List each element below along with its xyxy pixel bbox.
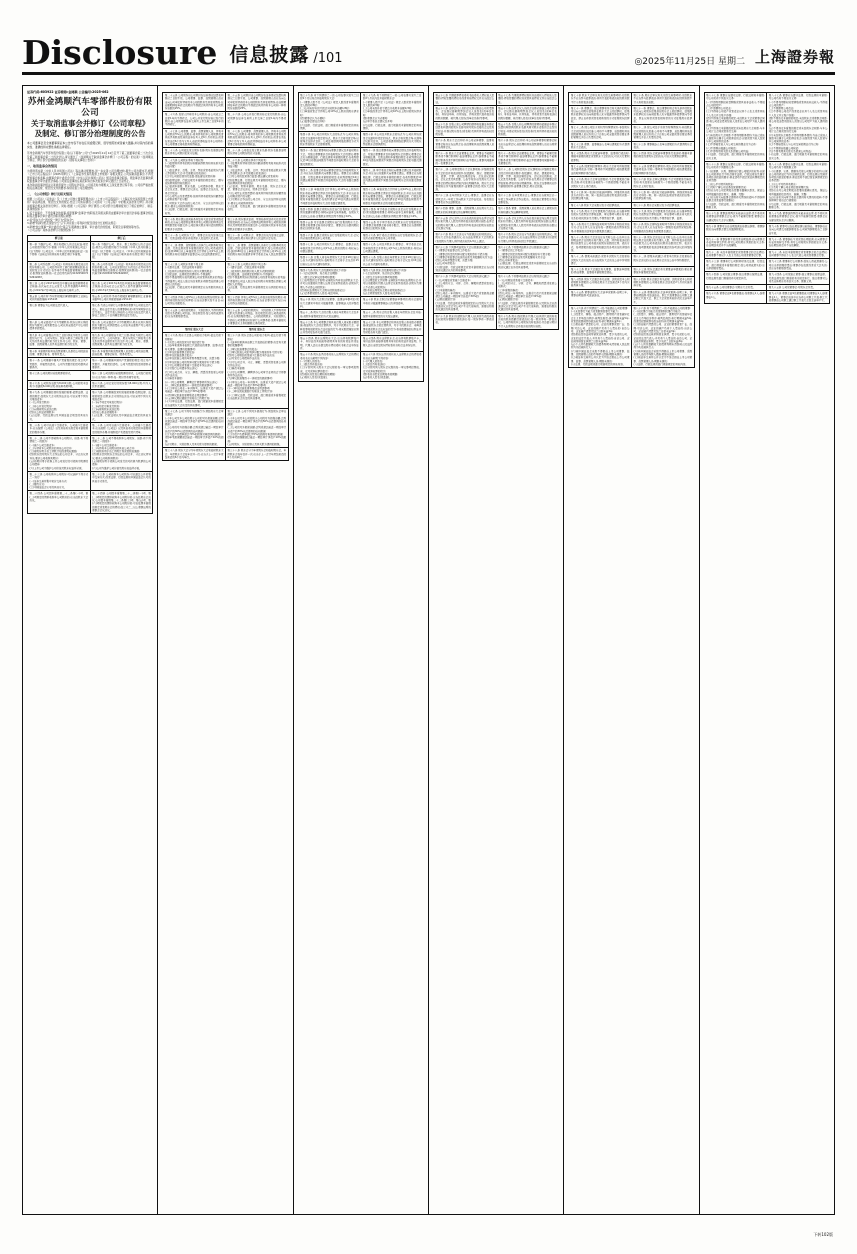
table-row (704, 236, 829, 249)
table-cell: 第三十一条 公司股东会、董事会决议内容违反法律、行政法规的,股东有权请求人民法院认定无效。 (227, 233, 287, 241)
table-cell: 第二十条 公司可以减少注册资本。公司减少注册资本,应当按照《公司法》以及其他有关规定和本章程规定的程序办理,并编制资产负债表及财产清单。 (92, 424, 151, 434)
table-cell: 第七条 董事长为公司的法定代表人。 (28, 303, 91, 319)
table-row (433, 232, 558, 245)
table-cell: 第三十六条 股东会是公司的权力机构,依法行使下列职权: (一)选举和更换非由职工代表担任的董事,决定有关董事的报酬事项; (二)审议批准董事会的报告; (三)审议批准公司的利润分配方案和弥补亏损方案; (四)对公司增加或者减少注册资本作出决议; (五)对发行公司债券作出决议; (六)对公司合并、分立、解散、清算或者变更公司形式作出决议; (七)修改本章程; (八)对公司聘用、解聘承办公司审计业务的会计师事务所作出决议; (九)审议批准第四十一条规定的担保事项; (十)审议公司在一年内购买、出售重大资产超过公司最近一期经审计总资产30%的事项; (十一)审议批准变更募集资金用途事项; (十二)审议股权激励计划和员工持股计划; (十三)审议法律、行政法规、部门规章或本章程规定应当由股东会决定的其他事项。 (225, 333, 288, 409)
table-cell: 第三十四条 持有公司5%以上有表决权股份的股东,将其持有的股份进行质押的,应当自该事实发生当日,向公司作出书面报告。 (164, 295, 224, 306)
table-cell: 第八十二条 提案未获通过,或者本次股东大会变更前次股东大会决议的,应当在股东大会决议公告中作特别提示。 (570, 255, 630, 265)
table-row (569, 105, 694, 124)
table-cell: 第七十二条 除公司处于危机等特殊情况外,非经股东大会以特别决议批准,公司将不与董事、总经理和其他高级管理人员以外的人订立将公司全部或者重要业务的管理交予该人负责的合同。 (570, 126, 630, 140)
table-cell: 第七十三条 董事候选人名单以提案的方式提请股东会表决。 (633, 142, 693, 149)
masthead-page-number: /101 (313, 51, 343, 66)
table-cell: 第六十九条 股东(包括股东代理人)以其所代表的有表决权的股份数额行使表决权,每一股份享有一票表决权。 (433, 313, 496, 329)
table-cell: 第五十九条 召集人和公司聘请的律师将依据证券登记结算机构提供的股东名册共同对股东资格的合法性进行验证,并登记股东姓名(或名称)及其所持有表决权的股份数。 (435, 123, 495, 136)
table-row (163, 157, 288, 216)
table-cell: 第五十六条 股东出具的委托他人出席股东会的授权委托书应当载明下列内容: (一)代理人的姓名; (二)是否具有表决权; (三)分别对列入股东会议程的每一审议事项投赞成、反对或弃权票的指示; (四)委托书签发日期和有效期限; (五)委托人签名(或盖章)。 (362, 353, 422, 380)
table-cell: 第八十八条 董事应当遵守法律、行政法规和本章程,对公司负有下列勤勉义务: (一)应谨慎、认真、勤勉地行使公司赋予的权利,以保证公司的商业行为符合国家法律、行政法规以及国家各项经济政策的要求,商业活动不超过营业执照规定的业务范围; (二)应公平对待所有股东; (三)及时了解公司业务经营管理状况; (四)应当对公司定期报告签署书面确认意见。保证公司所披露的信息真实、准确、完整; (五)应当如实向监事会提供有关情况和资料,不得妨碍监事会或者监事行使职权; (六)法律、行政法规、部门规章及本章程规定的其他勤勉义务。 (706, 162, 765, 209)
table-cell: 第三十七条 公司下列对外担保行为,须经股东大会审议通过: (一)本公司及本公司控股子公司的对外担保总额,达到或超过最近一期经审计净资产的50%以后提供的任何担保; (二)公司的对外担保总额,达到或超过最近一期经审计总资产的30%以后提供的任何担保; (三)为资产负债率超过70%的担保对象提供的担保; (四)单笔担保额超过最近一期经审计净资产10%的担保; (五)对股东、实际控制人及其关联方提供的担保。 (164, 409, 224, 446)
table-cell: 第七十九条 股东大会对提案进行表决前,应当推举两名股东代表参加计票和监票。审议事项与股东有关联关系的,相关股东及代理人不得参加计票、监票。 (570, 210, 630, 220)
table-cell: 第三十八条 股东会分为年度股东会和临时股东会。年度股东会每年召开一次,应当于上一会计年度结束后的6个月内举行。 (227, 449, 287, 459)
table-row (569, 125, 694, 141)
table-cell: 第五条 公司住所:苏州市相城区黄埭镇潘阳工业园公司住所邮政编码:215143 (29, 294, 89, 302)
amendment-comparison-table-continued-3 (433, 92, 559, 330)
table-column-header: 修订前 (28, 235, 91, 241)
table-cell: 第四十六条 审计委员会或股东自行召集的股东会,会议所必需的费用由本公司承担。 (362, 233, 422, 240)
table-cell: 第八十六条 有下列情形之一的,不能担任公司的董事: (一)无民事行为能力或者限制民事行为能力; (二)因贪污、贿赂、侵占财产、挪用财产或者破坏社会主义市场经济秩序,被判处刑罚,执行期满未逾5年,或者因犯罪被剥夺政治权利,执行期满未逾5年; (三)担任破产清算的公司、企业的董事或者厂长、经理,对该公司、企业的破产负有个人责任的,自该公司、企业破产清算完结之日起未逾3年; (四)担任因违法被吊销营业执照、责令关闭的公司、企业的法定代表人,并负有个人责任的,自该公司、企业被吊销营业执照之日起未逾3年; (五)个人所负数额较大的债务到期未清偿被人民法院列为失信被执行人; (六)被中国证监会采取不得担任上市公司董事、监事、高级管理人员的市场禁入措施,期限未满的; (七)被证券交易所公开认定为不适合担任上市公司董事、监事、高级管理人员,期限未满的; (八)法律、行政法规或部门规章规定的其他内容。 (570, 306, 630, 366)
table-cell: 第八十六条 有下列情形之一的,不能担任公司的董事: (一)无民事行为能力或者限制民事行为能力; (二)因贪污、贿赂、侵占财产、挪用财产或者破坏社会主义市场经济秩序,被判处刑罚,执行期满未逾5年,或者因犯罪被剥夺政治权利,执行期满未逾5年; (三)担任破产清算的公司、企业的董事或者厂长、经理,对该公司、企业的破产负有个人责任的,自该公司、企业破产清算完结之日起未逾3年; (四)担任因违法被吊销营业执照、责令关闭的公司、企业的法定代表人,并负有个人责任的,自该公司、企业被吊销营业执照、责令关闭之日起未逾3年; (五)个人所负数额较大的债务到期未清偿被人民法院列为失信被执行人; (六)被中国证监会采取不得担任上市公司董事、高级管理人员的市场禁入措施,期限未满的; (七)被证券交易所公开认定为不适合担任上市公司董事、高级管理人员,期限未满的; (八)法律、行政法规或部门规章规定的其他内容。 (633, 306, 693, 366)
table-row (28, 423, 153, 436)
table-cell: 第六十二条 公司制定股东会议事规则,详细规定股东会的召开和表决程序,包括通知、登记、提案的审议、投票、计票、表决结果的宣布、会议决议的形成、会议记录及其签署、公告等内容,以及股东会对董事会的授权原则,授权内容应明确具体。股东会议事规则应作为章程的附件,由董事会拟定,股东会批准。 (496, 167, 559, 193)
table-cell: 第二十四条 公司因本章程第二十二条第(一)项、第(二)项规定的情形收购本公司股份的,应当经股东会决议;公司因本章程第二十二条第(三)项、第(五)项、第(六)项规定的情形收购本公司股份的,可以依照本章程的规定或者股东会的授权,经三分之二以上董事出席的董事会会议决议。 (92, 492, 151, 512)
table-cell: 第九条 本公司章程自生效之日起,即成为规范公司的组织与行为、公司与股东、股东与股东之间权利义务关系的具有法律约束力的文件,对公司、股东、董事、高级管理人员具有法律约束力的文件。 (92, 333, 151, 347)
table-row (298, 167, 423, 186)
table-cell: 第八十五条 董事由股东大会选举或更换,任期三年。董事任期届满,可连选连任。 (569, 289, 632, 305)
content-frame (22, 85, 835, 1215)
table-cell: 第八十一条 股东会决议应当及时公告,公告中应当列明出席会议的股东和代理人人数、所持有表决权的股份总数及占公司有表决权股份总数的比例、表决方式、每项提案的表决结果和通过的各项决议的详细内容。 (633, 235, 693, 252)
table-row (569, 176, 694, 189)
table-row (163, 294, 288, 307)
table-row (298, 268, 423, 297)
table-cell: 第十九条 公司根据经营和发展的需要,依照法律、法规的规定,经股东会分别作出决议,可以采用下列方式增加资本: (一)向不特定对象发行股份; (二)向特定对象发行股份; (三)向现有股东派送红股; (四)以公积金转增股本; (五)法律、行政法规以及中国证监会规定的其他方式。 (92, 391, 151, 421)
amendment-comparison-table-continued-5 (704, 92, 830, 304)
table-cell: 第六十七条 下列事项由股东大会以普通决议通过: (一)董事会和监事会的工作报告; (二)董事会拟定的利润分配方案和弥补亏损方案; (三)董事会和监事会成员的任免及其报酬和支付方法; (四)公司年度预算方案、决算方案; (五)公司年度报告; (六)除法律、行政法规规定或者本章程规定应当以特别决议通过以外的其他事项。 (435, 245, 495, 273)
column-2 (158, 86, 293, 1214)
article-paragraph: 本次取消监事会相关议案尚需提交公司股东会审议,公司将及时办理相关工商变更登记等手续。公司将严格按照相关法律法规、规范性文件的要求,持续完善公司治理结构。 (27, 183, 154, 191)
table-row (298, 310, 423, 320)
table-cell: 第六十五条 会议主持人应当在表决前宣布出席会议的股东和代理人人数及所持有表决权的股份总数,出席会议的股东和代理人人数及所持有表决权的股份总数以会议登记为准。 (435, 216, 495, 230)
table-cell: 第八十四条 股东大会通过有关派现、送股或资本公积转增股本提案的,公司将在股东大会结束后2个月内实施具体方案。 (570, 277, 630, 288)
table-row (163, 216, 288, 232)
table-cell: 第八十七条 董事应当遵守法律、行政法规和本章程,对公司负有下列忠实义务: (一)不得利用职权收受贿赂或者其他非法收入,不得侵占公司的财产; (二)不得挪用公司资金; (三)不得将公司资产或者资金以其个人名义或者其他个人名义开立账户存储; (四)不得违反本章程的规定,未经股东会或董事会同意,将公司资金借贷给他人或者以公司财产为他人提供担保; (五)不得违反本章程的规定或未经股东会同意,与本公司订立合同或者进行交易; (六)未经股东会同意,不得利用职务便利,为自己或他人谋取本应属于公司的商业机会,自营或者为他人经营与本公司同类的业务; (七)不得接受他人与公司交易的佣金归为己有; (八)不得擅自披露公司秘密; (九)不得利用其关联关系损害公司利益; (十)法律、行政法规、部门规章及本章程规定的其他忠实义务。 (768, 94, 828, 160)
table-row (28, 371, 153, 381)
table-row (569, 221, 694, 234)
table-row (298, 242, 423, 255)
table-row (433, 167, 558, 193)
table-cell: 第二十二条 公司不得收购本公司股份。但是,有下列情形之一的除外: (一)减少公司注册资本; (二)与持有本公司股份的其他公司合并; (三)将股份用于员工持股计划或者股权激励; (四)股东因对股东会作出的公司合并、分立决议持异议,要求公司收购其股份; (五)将股份用于转换公司发行的可转换为股票的公司债券; (六)公司为维护公司价值及股东权益所必需。 (92, 436, 151, 470)
table-cell: 第三十四条 持有公司5%以上有表决权股份的股东,将其持有的股份进行质押的,应当自该事实发生当日,向公司作出书面报告。 (227, 295, 287, 306)
table-row (163, 408, 288, 447)
table-row (569, 189, 694, 202)
table-row (569, 234, 694, 253)
table-cell: 第九十条 董事可以在任期届满以前提出辞职。董事辞职应当向董事会提交书面辞职报告。 (704, 223, 767, 236)
table-row (298, 187, 423, 206)
table-cell: 第二十五条 公司股份自公司股份在证券登记结算机构登记之日起生效。公司董事、监事、高级管理人员应当向公司申报所持有的本公司的股份及其变动情况,在任职期间每年转让的股份不得超过其所持有本公司股份总数的25%。 (164, 94, 224, 111)
table-cell: 第二条 公司系依照《公司法》和其他有关规定成立的股份有限公司。公司以发起设立方式设立;在苏州市市场监督管理局注册登记,取得营业执照,统一社会信用代码为91320500725264266Y。 (90, 261, 153, 280)
page-jump-note: 下转102版 (813, 1232, 833, 1237)
table-cell: 第五十七条 代理投票授权委托书由委托人授权他人签署的,授权签署的授权书或者其他授权文件应当经过公证。 (498, 94, 557, 104)
table-cell: 第六十条 股东会召开时,本公司全体董事和董事会秘书应当出席会议,总经理和其他高级管理人员应当列席会议。 (498, 139, 557, 149)
table-cell: 第三十三条 公司股东承担下列义务: (一)遵守法律、行政法规和本章程; (二)依其所认购的股份和入股方式缴纳股款; (三)除法律、法规规定的情形外,不得退股; (四)不得滥用股东权利损害公司或者其他股东的利益;不得滥用公司法人独立地位和股东有限责任损害公司债权人的利益; (五)法律、行政法规及本章程规定应当承担的其他义务。 (227, 263, 287, 293)
table-row (433, 206, 558, 216)
table-cell: 第五十四条 股东出席股东会,应当持有股票账户卡、身份证或其他能够表明其身份的有效证件或证明。代理人还应当提交股东授权委托书和合法身份证件。 (361, 336, 424, 352)
table-cell: 第九十五条 公司设董事会,对股东大会负责。 (704, 285, 767, 291)
table-cell: 第一条 为维护公司、股东、职工和债权人的合法权益,规范公司的组织和行为,根据《中华人民共和国公司法》(以下简称《公司法》)、《中华人民共和国证券法》(以下简称《证券法》)和其他有关规定,制订本章程。 (92, 243, 151, 260)
table-cell: 第三十条 股东要求查阅、复制前条所述有关信息或者索取资料的,应当向公司提供证明其持有公司股份的种类以及持股数量的书面文件,公司经核实股东身份后按照股东的要求予以提供。 (227, 217, 287, 231)
table-cell: 第三十三条 公司股东承担下列义务: (一)遵守法律、行政法规和本章程; (二)依其所认购的股份和入股方式缴纳股金; (三)除法律、法规规定的情形外,不得退股; (四)不得滥用股东权利损害公司或者其他股东的利益;不得滥用公司法人独立地位和股东有限责任损害公司债权人的利益; (五)法律、行政法规及本章程规定应当承担的其他义务。 (164, 263, 224, 293)
table-cell: 第四十六条 监事会或股东自行召集的股东大会,会议所必需的费用由本公司承担。 (300, 233, 359, 240)
table-cell: 第六十四条 董事、高级管理人员在股东会上就股东的质询和建议作出解释和说明。 (498, 207, 557, 214)
table-cell: 第三十一条 公司股东大会、董事会决议内容违反法律、行政法规的,股东有权请求人民法院认定无效。 (164, 233, 224, 241)
table-cell: 第八十四条 股东会通过有关派现、送股或资本公积转增股本提案的,公司将在股东会结束后2个月内实施具体方案。 (633, 277, 693, 288)
table-cell: 第五十九条 召集人和公司聘请的律师将依据证券登记结算机构提供的股东名册共同对股东资格的合法性进行验证,并登记股东姓名(或名称)及其所持有表决权的股份数。 (498, 123, 557, 136)
table-row (704, 272, 829, 285)
table-row (704, 93, 829, 162)
table-cell: 第八条 公司全部资产分为等额股份,股东以其认购的股份为限对公司承担责任,公司以其全部财产对公司的债务承担责任。 (92, 320, 151, 331)
table-cell: 第十三条 公司的股份采取股票的形式。 (28, 371, 91, 381)
table-row (569, 289, 694, 305)
table-cell: 第七十一条 董事会、独立董事和符合有关条件的股东可以向公司股东征集其在股东大会上的投票权。征集股东投票权应当向被征集人充分披露具体投票意向等信息。禁止以有偿或者变相有偿的方式征集股东投票权。 (570, 106, 630, 124)
table-row (704, 211, 829, 224)
table-cell: 第八十条 股东大会现场结束时间不得早于网络或其他方式,会议主持人应当宣布每一提案的表决情况和结果,并根据表决结果宣布提案是否通过。 (570, 222, 630, 233)
table-row (28, 303, 153, 319)
table-cell: 第六十一条 股东会由董事长主持。董事长不能履行职务或不履行职务时,由副董事长主持;副董事长不能履行职务或者不履行职务时,由过半数董事共同推举的一名董事主持。 (498, 152, 557, 166)
table-row (569, 254, 694, 267)
table-cell: 第十九条 公司根据经营和发展的需要,依照法律、法规的规定,经股东大会分别作出决议,可以采用下列方式增加资本: (一)公开发行股份; (二)非公开发行股份; (三)向现有股东派送红股; (四)以公积金转增股本; (五)法律、行政法规以及中国证监会规定的其他方式。 (29, 391, 89, 421)
table-row (28, 293, 153, 303)
masthead-logo-cn: 信息披露 (229, 44, 310, 66)
article-paragraph: 1.鉴于监事会、不设监事会的监事,将原董事"监事会"的职权及其相关职责由董事会审计委员会承接,董事会相关职权及董事会审计委员会职责相应调整; (27, 211, 154, 219)
table-cell: 第二十四条 公司因本章程第二十二条第(一)项、第(二)项规定的情形收购本公司股份的,应当经股东大会决议。 (28, 491, 91, 514)
table-cell: 第七十六条 股东大会审议提案时,不会对提案进行修改,否则,有关变更应当被视为一个新的提案,不能在本次股东大会上进行表决。 (570, 177, 630, 188)
table-row (28, 471, 153, 490)
table-cell: 第四章 股东大会 (163, 327, 226, 333)
table-cell: 第七十八条 股东大会采取记名方式投票表决。 (569, 202, 632, 208)
table-row (569, 141, 694, 151)
table-row (433, 151, 558, 167)
table-cell: 第九十三条 董事执行公司职务,给他人造成损害的,公司应当承担赔偿责任;董事存在故意或者重大过失的,也应当承担赔偿责任。 (768, 260, 828, 270)
table-row (433, 105, 558, 121)
security-code-line: 证券代码:603922 证券简称:金鸿顺 公告编号:2025-062 (27, 90, 109, 94)
table-cell: 第三十五条 公司的控股股东、实际控制人不得利用其关联关系损害公司利益。违反规定的,给公司造成损失的,应当承担赔偿责任。公司的控股股东、实际控制人不担任公司董事但实际执行公司事务的,适用本章程关于董事忠实义务和勤勉义务的规定。 (227, 308, 287, 325)
column-5 (564, 86, 699, 1214)
table-cell: 第六十九条 股东(包括股东代理人)以其所代表的有表决权的股份数额行使表决权,每一股份享有一票表决权。公司持有的本公司股份没有表决权,且该部分股份不计入出席股东会有表决权的股份总数。 (498, 314, 557, 328)
table-cell: 第六十七条 下列事项由股东会以普通决议通过: (一)董事会的工作报告; (二)董事会拟定的利润分配方案和弥补亏损方案; (三)董事会成员的任免及其报酬和支付方法; (四)公司年度报告; (五)除法律、行政法规规定或者本章程规定应当以特别决议通过以外的其他事项。 (496, 244, 559, 273)
table-cell: 第二十八条 公司依法设立股东名册,股东名册是证明股东持有公司股份的充分证据。 (227, 149, 287, 156)
table-cell: 第六十五条 会议主持人应当在表决前宣布出席会议的股东和代理人人数及所持有表决权的股份总数,出席会议的股东和代理人人数及所持有表决权的股份总数以会议登记为准。 (498, 216, 557, 230)
table-cell: 第二十条 公司可以减少注册资本。公司减少注册资本,应当按照《公司法》以及其他有关规定和本章程规定的程序办理。 (29, 424, 89, 434)
table-row (704, 249, 829, 259)
table-cell: 第二十三条 公司收购本公司股份,可以选择下列方式之一进行: (一)证券交易所集中竞价交易方式; (二)要约方式; (三)中国证监会认可的其他方式。 (29, 472, 89, 490)
table-cell: 第六十六条 股东大会决议分为普通决议和特别决议。股东大会作出普通决议,应当由出席股东大会的股东(包括股东代理人)所持表决权的1/2以上通过。 (435, 233, 495, 243)
table-cell: 第四十九条 股东大会的通知包括以下内容: (一)会议的时间、地点和会议期限; (二)提交会议审议的事项和提案; (三)以明显的文字说明:全体股东均有权出席股东大会,并可以书面委托代理人出席会议和参加表决,该股东代理人不必是公司的股东; (四)有权出席股东大会股东的股权登记日; (五)会务常设联系人姓名,电话号码。 (300, 269, 359, 296)
table-cell: 第三十五条 公司的控股股东、实际控制人不得利用其关联关系损害公司利益。违反规定的,给公司造成损失的,应当承担赔偿责任。 (163, 307, 226, 326)
table-cell: 第九十二条 未经本章程规定或者董事会的合法授权,任何董事不得以个人名义代表公司或者董事会行事。 (768, 250, 828, 258)
table-cell: 第十一条 公司根据中国共产党章程的规定,设立共产党组织、开展党的活动。公司为党组织的活动提供必要条件。 (92, 359, 151, 369)
table-cell: 第七十七条 同一表决权只能选择现场、网络或其他表决方式中的一种。同一表决权出现重复表决的以第一次投票结果为准。 (570, 190, 630, 201)
amendment-comparison-table-continued (162, 92, 288, 461)
table-cell: 第七十六条 股东会审议提案时,不会对提案进行修改,否则,有关变更应当被视为一个新的提案,不能在本次股东会上进行表决。 (633, 177, 693, 188)
table-cell: 第三条 公司于2017年6月经中国证券监督管理委员会核准,首次向社会公众发行人民币普通股2,000万股,于2017年7月10日在上海证券交易所上市。 (29, 281, 89, 292)
table-cell: 第九条 本公司章程自生效之日起,即成为规范公司的组织与行为、公司与股东、股东与股东之间权利义务关系的具有法律约束力的文件,对公司、股东、董事、监事、高级管理人员具有法律约束力的文件。 (29, 333, 89, 347)
table-row (569, 151, 694, 164)
article-paragraph: 为贯彻落实新《中华人民共和国公司法》等法律法规要求,进一步完善公司治理结构,提升公司治理水平,根据《上市公司章程指引》(2025年修订)、《上海证券交易所股票上市规则》等相关规定,公司拟取消监事会,不再设置监事会和监事,由董事会审计委员会行使《中华人民共和国公司法》规定的监事会职权。原监事会及监事的职权由董事会审计委员会承接,公司现任监事的任期及职务自本次股东会审议通过之日起终止。 (27, 169, 154, 184)
table-row (28, 491, 153, 514)
table-row (433, 244, 558, 273)
table-cell: 第四十四条 监事会或股东决定自行召集股东大会的,须书面通知董事会,同时向证券交易所备案。在股东大会决议公告前,召集股东持股比例不得低于10%。 (300, 207, 359, 218)
table-cell: 第四十七条 公司召开股东大会,董事会、监事会以及单独或者合并持有公司1%以上股份的股东,有权向公司提出提案。 (300, 243, 359, 253)
table-cell: 第九十条 董事可以在任期届满以前辞任。董事辞任应当向公司提交书面辞职报告,公司收到辞职报告之日辞任生效。 (768, 224, 828, 235)
table-cell: 第八十九条 董事连续两次未能亲自出席,也不委托其他董事出席董事会会议,视为不能履行职责,董事会应当建议股东会予以撤换。 (768, 212, 828, 222)
table-row (433, 313, 558, 329)
amendment-comparison-table (27, 235, 153, 514)
table-cell: 第八十七条 董事应当遵守法律、行政法规和本章程,对公司负有下列忠实义务: (一)不得利用职权收受贿赂或者其他非法收入,不得侵占公司的财产; (二)不得挪用公司资金; (三)不得将公司资产或者资金以其个人名义或者其他个人名义开立账户存储; (四)不得违反本章程的规定,未经股东大会或董事会同意,将公司资金借贷给他人或者以公司财产为他人提供担保; (五)不得违反本章程的规定或未经股东大会同意,与本公司订立合同或者进行交易; (六)未经股东大会同意,不得利用职务便利,为自己或他人谋取本应属于公司的商业机会,自营或者为他人经营与本公司同类的业务; (七)不得接受他人与公司交易的佣金归为己有; (八)不得擅自披露公司秘密; (九)不得利用其关联关系损害公司利益; (十)法律、行政法规、部门规章及本章程规定的其他忠实义务。 (706, 94, 765, 160)
masthead-date: ◎2025年11月25日 星期二 (634, 57, 745, 67)
table-cell: 第五十二条 股东大会的召集人将在年度股东大会召开前,按照本章程规定的方式发出通知。 (300, 311, 359, 318)
table-row (28, 242, 153, 261)
table-cell: 第五十八条 出席会议人员的会议登记册由公司负责制作。会议登记册载明参加会议人员姓名(或单位名称)、身份证号码、住所地址、持有或者代表有表决权的股份数额、被代理人姓名(或单位名称)等事项。 (498, 106, 557, 120)
table-cell: 第七十七条 同一表决权只能选择现场、网络或其他表决方式中的一种。同一表决权出现重复表决的以第一次投票结果为准。 (633, 190, 693, 201)
table-row (163, 333, 288, 409)
table-cell: 第六十三条 在年度股东大会上,董事会、监事会应当就其过去一年的工作向股东大会作出报告。每名独立董事也应作出述职报告。 (435, 194, 495, 205)
table-cell: 第七十八条 股东会采取记名方式投票表决。 (631, 202, 694, 208)
table-cell: 第四十三条 单独或者合计持有公司10%以上股份的股东有权向董事会请求召开临时股东大会,并应当以书面形式向董事会提出。董事会应当根据法律、行政法规和本章程的规定,在收到请求后10日内提出同意或不同意召开临时股东大会的书面反馈意见。 (300, 188, 359, 205)
table-cell: 第四十四条 审计委员会或股东决定自行召集股东会的,须书面通知董事会,同时向证券交易所备案。在股东会决议公告前,召集股东持股比例不得低于10%。 (362, 207, 422, 218)
table-cell: 第七十五条 除累积投票制外,股东会将对所有提案进行逐项表决,对同一事项有不同提案的,将按提案提出的时间顺序进行表决。 (633, 165, 693, 175)
table-row (298, 336, 423, 352)
table-cell: 第七十条 股东大会审议有关关联交易事项时,关联股东不应当参与投票表决,其所代表的有表决权的股份数不计入有效表决总数。 (570, 94, 630, 104)
table-cell: 第五十八条 出席会议人员的会议登记册由公司负责制作。会议登记册载明参加会议人员姓名(或单位名称)、身份证号码、住所地址、持有或者代表有表决权的股份数额、被代理人姓名(或单位名称)等事项。 (435, 106, 495, 120)
table-cell: 第十一条 公司根据中国共产党章程的规定,设立共产党组织、开展党的活动。公司为党组织的活动提供必要条件。 (29, 359, 89, 369)
table-cell: 第三十二条 董事、高级管理人员执行公司职务时违反法律、行政法规或者本章程的规定,给公司造成损失的,连续180日以上单独或者合计持有公司1%以上股份的股东有权书面请求审计委员会向人民法院提起诉讼。 (227, 243, 287, 260)
table-row (298, 255, 423, 268)
table-row (163, 242, 288, 261)
table-cell: 第九十三条 董事执行公司职务时违反法律、行政法规、部门规章或本章程的规定,给公司造成损失的,应当承担赔偿责任。 (706, 260, 765, 270)
table-cell: 第二十六条 发起人持有的本公司股份,自公司成立之日起1年内不得转让。公司公开发行股份前已发行的股份,自公司股票在证券交易所上市交易之日起1年内不得转让。 (164, 113, 224, 127)
table-row (163, 232, 288, 242)
table-cell: 第七十四条 股东会就选举董事进行表决时,根据本章程的规定或者股东会的决议,可以实行累积投票制。 (631, 151, 694, 164)
article-title-line-2: 关于取消监事会并修订《公司章程》 (31, 119, 150, 128)
article-paragraph: 2.将"股东大会"表述统一修订为"股东会"; (27, 218, 75, 222)
masthead-paper-name: 上海證券報 (754, 48, 835, 66)
table-row (298, 232, 423, 242)
column-1 (23, 86, 158, 1214)
table-row (163, 128, 288, 147)
table-cell: 第四十一条 独立董事有权向董事会提议召开临时股东会。对独立董事要求召开临时股东会的提议,董事会应当根据法律、行政法规和本章程的规定,在收到提议后10日内提出同意或不同意召开临时股东会的书面反馈意见。 (362, 149, 422, 166)
table-cell: 第五十条 股东大会拟讨论董事、监事选举事项的,股东大会通知中将充分披露董事、监事候选人的详细资料。 (300, 298, 359, 309)
table-cell: 第五十三条 本公司董事会和其他召集人将采取必要措施,保证股东会的正常秩序。对于干扰股东会、寻衅滋事和侵犯股东合法权益的行为,将采取措施加以制止并及时报告有关部门查处。 (362, 320, 422, 334)
table-cell: 第六十三条 在年度股东会上,董事会应当就其过去一年的工作向股东会作出报告。每名独立董事也应作出述职报告。 (498, 194, 557, 205)
article-paragraph: 苏州金鸿顺汽车零部件股份有限公司(以下简称"公司")于2025年11月14日召开了第三届董事会第二十次会议及第三届监事会第二十四次会议,审议通过了《金鸿顺关于取消监事会并修订〈公司章程〉的议案》《金鸿顺关于制定、修订部分治理制度的议案》,现将有关事项公告如下: (27, 152, 154, 163)
table-cell: 第三十二条 董事、高级管理人员执行公司职务时违反法律、行政法规或者本章程的规定,给公司造成损失的,连续180日以上单独或者合计持有公司1%以上股份的股东有权书面请求监事会向人民法院提起诉讼。 (163, 242, 226, 261)
table-cell: 第八十三条 股东大会通过有关董事、监事选举提案的,新任董事、监事按本章程规定就任。 (570, 268, 630, 275)
table-row (163, 307, 288, 326)
table-cell: 第四十一条 独立董事有权向董事会提议召开临时股东大会。对独立董事要求召开临时股东大会的提议,董事会应当根据法律、行政法规和本章程的规定,在收到提议后10日内提出同意或不同意召开临时股东大会的书面反馈意见。 (300, 149, 359, 166)
table-row (433, 122, 558, 138)
table-cell: 第二十二条 公司不得收购本公司股份。但是,有下列情形之一的除外: (一)减少公司注册资本; (二)与持有本公司股份的其他公司合并; (三)将股份用于员工持股计划或者股权激励; (四)股东因对股东大会作出的公司合并、分立决议持异议,要求公司收购其股份; (五)将股份用于转换上市公司发行的可转换为股票的公司债券; (六)上市公司为维护公司价值及股东权益所必需。 (29, 436, 89, 470)
table-cell: 第三十六条 股东大会是公司的权力机构,依法行使下列职权: (一)决定公司的经营方针和投资计划; (二)选举和更换非由职工代表担任的董事、监事,决定有关董事、监事的报酬事项; (三)审议批准董事会的报告; (四)审议批准监事会报告; (五)审议批准公司的年度财务预算方案、决算方案; (六)审议批准公司的利润分配方案和弥补亏损方案; (七)对公司增加或者减少注册资本作出决议; (八)对发行公司债券作出决议; (九)对公司合并、分立、解散、清算或者变更公司形式作出决议; (十)修改本章程; (十一)对公司聘用、解聘会计师事务所作出决议; (十二)审议批准第四十一条规定的担保事项; (十三)审议公司在一年内购买、出售重大资产超过公司最近一期经审计总资产30%的事项; (十四)审议批准变更募集资金用途事项; (十五)审议股权激励计划和员工持股计划; (十六)审议法律、行政法规、部门规章或本章程规定应当由股东大会决定的其他事项。 (164, 334, 224, 407)
table-row (569, 93, 694, 106)
article-paragraph: 二、《公司章程》修订及相关情况 (27, 191, 73, 196)
amendment-comparison-table-continued-4 (568, 92, 694, 368)
table-row (28, 390, 153, 423)
table-cell: 第一条 为维护公司、股东和债权人的合法权益,规范公司的组织和行为,根据《中华人民共和国公司法》(以下简称《公司法》)、《中华人民共和国证券法》(以下简称《证券法》)和其他有关规定,制订本章程。 (28, 242, 91, 261)
table-cell: 第二十五条 公司股份自公司股份在证券登记结算机构登记之日起生效。公司董事、高级管理人员应当向公司申报所持有的本公司的股份及其变动情况,在任职期间每年转让的股份不得超过其所持有本公司同一种类股份总数的25%。 (227, 94, 287, 111)
table-cell: 第十条 本章程所称高级管理人员是指公司的总经理、副总经理、董事会秘书、财务负责人。 (92, 349, 151, 357)
table-cell: 第九十四条 公司设独立董事,独立董事应按照法律、行政法规及部门规章的有关规定执行。独立董事对公司及全体股东负有忠实义务、勤勉义务。 (768, 273, 828, 283)
table-cell: 第二十七条 公司董事、高级管理人员、持有本公司股份5%以上的股东,将其持有的本公司股票或者其他具有股权性质的证券在买入后6个月内卖出,或者在卖出后6个月内又买入,由此所得收益归本公司所有,本公司董事会将收回其所得收益。 (227, 129, 287, 146)
table-cell: 第三十条 股东提出查阅前条所述有关信息或者索取资料的,应当向公司提供证明其持有公司股份的种类以及持股数量的书面文件,公司经核实股东身份后按照股东的要求予以提供。 (164, 217, 224, 231)
table-row (28, 380, 153, 390)
table-row (704, 223, 829, 236)
table-cell: 第四十五条 对于监事会或股东自行召集的股东大会,董事会和董事会秘书将予配合。董事会应当提供股权登记日的股东名册。 (300, 220, 359, 231)
table-cell: 第三十九条 有下列情形之一的,公司在事实发生之日起2个月以内召开临时股东大会: (一)董事人数不足《公司法》规定人数或者本章程所定人数的2/3时; (二)公司未弥补的亏损达实收股本总额1/3时; (三)单独或者合计持有公司10%以上股份的股东请求时; (四)董事会认为必要时; (五)监事会提议召开时; (六)法律、行政法规、部门规章或本章程规定的其他情形。 (300, 94, 359, 130)
table-cell: 第七十二条 除公司处于危机等特殊情况外,非经股东会以特别决议批准,公司将不与董事、总经理和其他高级管理人员以外的人订立将公司全部或者重要业务的管理交予该人负责的合同。 (633, 126, 693, 140)
table-row (298, 93, 423, 132)
table-cell: 第二十七条 公司董事、监事、高级管理人员、持有本公司股份5%以上的股东,将其持有的本公司股票或者其他具有股权性质的证券在买入后6个月内卖出,或者在卖出后6个月内又买入,由此所得收益归本公司所有,本公司董事会将收回其所得收益。 (164, 129, 224, 146)
table-cell: 第八十五条 董事由股东会选举或更换,任期三年。董事任期届满,可连选连任。职工代表董事由公司职工通过职工代表大会、职工大会或者其他形式民主选举产生。 (633, 290, 693, 304)
amendment-comparison-table-continued-2 (298, 92, 424, 382)
table-cell: 第五条 公司住所:苏州市相城区黄埭镇潘阳工业园春丰路8号公司住所邮政编码:215143 (92, 294, 151, 302)
table-cell: 第九十一条 董事辞任生效或者任期届满,应向董事会办妥所有移交手续,其对公司和股东承担的忠实义务,在任期结束后并不当然解除。 (768, 237, 828, 248)
table-cell: 第二十九条 公司股东享有下列权利: (一)依照其所持有的股份份额获得股利和其他形式的利益分配; (二)依法请求、召集、主持、参加或者委派股东代理人参加股东会,并行使相应的表决权; (三)对公司的经营进行监督,提出建议或者质询; (四)依照法律、行政法规及本章程的规定转让、赠与或质押其所持有的股份; (五)查阅、复制本章程、股东名册、股东会会议记录、董事会会议决议、财务会计报告; (六)公司终止或者清算时,按其所持有的股份份额参加公司剩余财产的分配; (七)对股东会作出的公司合并、分立决议持异议的股东,要求公司收购其股份; (八)法律、行政法规、部门规章或本章程规定的其他权利。 (225, 157, 288, 216)
table-row (28, 261, 153, 280)
table-cell: 第六十条 股东大会召开时,本公司全体董事、监事和董事会秘书应当出席会议,总经理和其他高级管理人员应当列席会议。 (435, 139, 495, 149)
table-row (433, 193, 558, 206)
article-title-line-1: 苏州金鸿顺汽车零部件股份有限公司 (27, 97, 153, 118)
table-cell: 第四十条 本公司召开股东会的地点为:公司住所地或者会议通知中指定的地点。股东会将设置会场,以现场会议形式召开。公司还将提供网络投票的方式为股东参加股东会提供便利。 (362, 133, 422, 147)
table-row (163, 93, 288, 112)
table-cell: 第四章 股东会 (225, 327, 288, 333)
table-cell: 第九十六条 董事会由9名董事组成,设董事长1人,副董事长1人。 (704, 291, 767, 304)
table-row (569, 276, 694, 289)
table-cell: 第三十八条 股东大会分为年度股东大会和临时股东大会。年度股东大会每年召开一次,应当于上一会计年度结束后的6个月内举行。 (164, 449, 224, 459)
table-row (433, 93, 558, 106)
table-cell: 第五十三条 本公司董事会和其他召集人将采取必要措施,保证股东大会的正常秩序。对于干扰股东大会、寻衅滋事和侵犯股东合法权益的行为,将采取措施加以制止并及时报告有关部门查处。 (300, 320, 359, 334)
table-row (704, 259, 829, 272)
table-cell: 第四十七条 公司召开股东会,董事会、审计委员会以及单独或者合并持有公司1%以上股份的股东,有权向公司提出提案。 (362, 243, 422, 253)
table-cell: 第十条 本章程所称其他高级管理人员是指公司的副总经理、董事会秘书、财务负责人。 (29, 349, 89, 357)
table-cell: 第四十条 本公司召开股东大会的地点为:公司住所地或者会议通知中指定的地点。股东大会将设置会场,以现场会议形式召开。公司还将提供网络投票的方式为股东参加股东大会提供便利。 (300, 133, 359, 147)
table-row (298, 297, 423, 310)
masthead-right (634, 46, 835, 72)
table-cell: 第八十二条 提案未获通过,或者本次股东会变更前次股东会决议的,应当在股东会决议公告中作特别提示。 (631, 254, 694, 267)
table-cell: 第六十八条 下列事项由股东大会以特别决议通过: (一)公司增加或者减少注册资本; (二)公司的分立、分拆、合并、解散和清算或变更公司形式; (三)本章程的修改; (四)公司在一年内购买、出售重大资产或者担保金额超过公司最近一期经审计总资产30%的; (五)股权激励计划; (六)法律、行政法规或本章程规定的,以及股东大会以普通决议认定会对公司产生重大影响的、需要以特别决议通过的其他事项。 (435, 275, 495, 312)
table-row (28, 280, 153, 293)
table-row (704, 291, 829, 304)
table-cell: 第三十七条 公司下列对外担保行为,须经股东会审议通过: (一)本公司及本公司控股子公司的对外担保总额,达到或超过最近一期经审计净资产的50%以后提供的任何担保; (二)公司的对外担保总额,达到或超过最近一期经审计总资产的30%以后提供的任何担保; (三)为资产负债率超过70%的担保对象提供的担保; (四)单笔担保额超过最近一期经审计净资产10%的担保; (五)对股东、实际控制人及其关联方提供的担保。 (227, 409, 287, 446)
table-cell: 第七条 代表公司执行公司事务的董事为公司的法定代表人。担任法定代表人的董事辞任的,视为同时辞去法定代表人。法定代表人辞任的,公司应当在法定代表人辞任之日起三十日内确定新的法定代表人。 (92, 304, 151, 318)
table-cell: 第六十二条 公司制定股东大会议事规则,详细规定股东大会的召开和表决程序,包括通知、登记、提案的审议、投票、计票、表决结果的宣布、会议决议的形成、会议记录及其签署、公告等内容,以及股东大会对董事会的授权原则,授权内容应明确具体。股东大会议事规则应作为章程的附件,由董事会拟定,股东大会批准。 (435, 168, 495, 192)
table-cell: 第五十七条 代理投票授权委托书由委托人授权他人签署的,授权签署的授权书或者其他授权文件应当经过公证。 (435, 94, 495, 104)
table-cell: 第六十四条 董事、监事、高级管理人员在股东大会上就股东的质询和建议作出解释和说明。 (435, 207, 495, 214)
table-cell: 第五十二条 股东会的召集人将在年度股东会召开前,按照本章程规定的方式发出通知。 (362, 311, 422, 318)
table-cell: 第九十四条 公司设独立董事,独立董事应按照法律、行政法规及部门规章的有关规定执行。 (704, 272, 767, 285)
table-cell: 第四十二条 监事会有权向董事会提议召开临时股东大会,并应当以书面形式向董事会提出。董事会应当根据法律、行政法规和本章程的规定,在收到提案后10日内提出同意或不同意召开临时股东大会的书面反馈意见。 (300, 168, 359, 186)
table-cell: 第七十三条 董事、监事候选人名单以提案的方式提请股东大会表决。 (570, 142, 630, 149)
article-paragraph: 《公司章程》具体条款修订对照情况如下: (27, 229, 75, 233)
table-cell: 第四十三条 单独或者合计持有公司10%以上股份的股东有权向董事会请求召开临时股东会,并应当以书面形式向董事会提出。董事会应当根据法律、行政法规和本章程的规定,在收到请求后10日内提出同意或不同意召开临时股东会的书面反馈意见。 (362, 188, 422, 205)
article-paragraph: 3.新增"利润分配及现金分红"章节,并完善公司利润分配及现金分红的相关规定; (27, 222, 117, 226)
table-cell: 第八十九条 董事连续两次未能亲自出席,也不委托其他董事出席董事会会议,视为不能履行职责,董事会应当建议股东大会予以撤换。 (706, 212, 765, 222)
table-cell: 第二条 公司系依照《公司法》和其他有关规定成立的股份有限公司。公司经苏州市工商行政管理局批准,以发起设立方式设立;在苏州市市场监督管理局注册登记,取得营业执照,统一社会信用代码为91320500725264266Y。 (29, 262, 89, 279)
column-4 (429, 86, 564, 1214)
table-row (163, 148, 288, 158)
table-row (28, 332, 153, 348)
table-cell: 第九十六条 董事会由9名董事组成,设董事长1人,副董事长1人。董事会成员中应当有公司职工代表,职工代表董事由公司职工通过职工代表大会民主选举产生。 (768, 292, 828, 303)
article-title-line-3: 及制定、修订部分治理制度的公告 (34, 129, 146, 138)
table-row (298, 206, 423, 219)
table-row (433, 138, 558, 151)
table-cell: 第四十五条 对于审计委员会或股东自行召集的股东会,董事会和董事会秘书将予配合。董事会应当提供股权登记日的股东名册。 (362, 220, 422, 231)
masthead (22, 26, 835, 75)
table-cell: 第十三条 公司的股份采取股票的形式。公司发行的股份,应当为同一种类,每一股份具有同等权利。 (92, 372, 151, 379)
table-cell: 第二十三条 公司收购本公司股份,可以通过公开的集中交易方式,或者法律、行政法规和中国证监会认可的其他方式进行。 (90, 471, 153, 490)
table-row (298, 132, 423, 148)
table-cell: 第二十九条 公司股东享有下列权利: (一)依照其所持有的股份份额获得股利和其他形式的利益分配; (二)依法请求、召集、主持、参加或者委派股东代理人参加股东大会,并行使相应的表决权; (三)对公司的经营进行监督,提出建议或者质询; (四)依照法律、行政法规及本章程的规定转让、赠与或质押其所持有的股份; (五)查阅本章程、股东名册、公司债券存根、股东大会会议记录、董事会会议决议、监事会会议决议、财务会计报告; (六)公司终止或者清算时,按其所持有的股份份额参加公司剩余财产的分配; (七)对股东大会作出的公司合并、分立决议持异议的股东,要求公司收购其股份; (八)法律、行政法规、部门规章或本章程规定的其他权利。 (164, 158, 224, 215)
table-column-header: 修订后 (90, 235, 153, 241)
table-cell: 第四十八条 召集人将在年度股东大会召开20日前以公告方式通知各股东,临时股东大会将于会议召开15日前以公告方式通知各股东。 (300, 256, 359, 266)
table-row (28, 348, 153, 358)
table-row (298, 319, 423, 335)
table-cell: 第七十一条 董事会、独立董事和符合有关条件的股东可以向公司股东征集其在股东会上的投票权。征集股东投票权应当向被征集人充分披露具体投票意向等信息。禁止以有偿或者变相有偿的方式征集股东投票权。 (633, 106, 693, 124)
table-row (433, 215, 558, 231)
table-cell: 第九十五条 公司设董事会,对股东会负责。 (767, 285, 830, 291)
table-row (298, 352, 423, 381)
table-cell: 第八十八条 董事应当遵守法律、行政法规和本章程,对公司负有下列勤勉义务: (一)应谨慎、认真、勤勉地行使公司赋予的权利,以保证公司的商业行为符合国家法律、行政法规以及国家各项经济政策的要求,商业活动不超过营业执照规定的业务范围; (二)应公平对待所有股东; (三)及时了解公司业务经营管理状况; (四)应当对公司定期报告签署书面确认意见。保证公司所披露的信息真实、准确、完整; (五)应当如实向审计委员会提供有关情况和资料,不得妨碍审计委员会行使职权; (六)法律、行政法规、部门规章及本章程规定的其他勤勉义务。 (768, 162, 828, 209)
table-row (163, 262, 288, 295)
table-cell: 第七十条 股东会审议有关关联交易事项时,关联股东不应当参与投票表决,其所代表的有表决权的股份数不计入有效表决总数。 (633, 94, 693, 104)
table-row (28, 435, 153, 471)
column-3 (294, 86, 429, 1214)
masthead-logo-en: Disclosure (22, 33, 218, 72)
table-cell: 第二十六条 公司公开发行股份前已发行的股份,自公司股票在证券交易所上市交易之日起1年内不得转让。 (225, 112, 288, 128)
table-cell: 第四十九条 股东会的通知包括以下内容: (一)会议的时间、地点和会议期限; (二)提交会议审议的事项和提案; (三)以明显的文字说明:全体股东均有权出席股东会,并可以书面委托代理人出席会议和参加表决,该股东代理人不必是公司的股东; (四)有权出席股东会股东的股权登记日; (五)会务常设联系人姓名,电话号码。 (362, 269, 422, 296)
table-row (569, 164, 694, 177)
table-cell: 第四十二条 审计委员会有权向董事会提议召开临时股东会,并应当以书面形式向董事会提出。董事会应当根据法律、行政法规和本章程的规定,在收到提案后10日内提出同意或不同意召开临时股东会的书面反馈意见。 (362, 168, 422, 186)
table-row (569, 305, 694, 367)
table-cell: 第七十九条 股东会对提案进行表决前,应当推举两名股东代表参加计票和监票。审议事项与股东有关联关系的,相关股东及代理人不得参加计票、监票。 (633, 210, 693, 220)
table-cell: 第五十条 股东会拟讨论董事选举事项的,股东会通知中将充分披露董事候选人的详细资料。 (361, 297, 424, 310)
table-cell: 第八十条 股东会现场结束时间不得早于网络或其他方式,会议主持人应当宣布每一提案的表决情况和结果,并根据表决结果宣布提案是否通过。 (633, 222, 693, 233)
article-paragraph: 4.新增"独立董事""审计委员会"等章节,明确独立董事、审计委员会的组成、职责及议事规则等内容。 (27, 225, 142, 229)
table-cell: 第二十八条 公司依法设立股东名册,股东名册是证明股东持有公司股份的充分证据。 (164, 149, 224, 156)
article-disclaimer: 本公司董事会及全体董事保证本公告内容不存在任何虚假记载、误导性陈述或者重大遗漏,并对其内容的真实性、准确性和完整性承担法律责任。 (27, 141, 154, 149)
table-cell: 第八十一条 股东大会决议应当及时公告,公告中应当列明出席会议的股东和代理人人数、所持有表决权的股份总数及占公司有表决权股份总数的比例、表决方式、每项提案的表决结果和通过的各项决议的详细内容。 (570, 235, 630, 252)
article-paragraph: 一、取消监事会的情况 (27, 163, 58, 168)
table-cell: 第八十三条 股东会通过有关董事选举提案的,新任董事按本章程规定就任。 (633, 268, 693, 275)
table-cell: 第三十九条 有下列情形之一的,公司在事实发生之日起2个月以内召开临时股东会: (一)董事人数不足《公司法》规定人数或者本章程所定人数的2/3时; (二)公司未弥补的亏损达实收股本总额1/3时; (三)单独或者合计持有公司10%以上股份的股东请求时; (四)董事会认为必要时; (五)审计委员会提议召开时; (六)法律、行政法规、部门规章或本章程规定的其他情形。 (362, 94, 422, 130)
column-6 (700, 86, 834, 1214)
table-cell: 第三条 公司于2017年6月经中国证券监督管理委员会核准,首次向社会公众发行人民币普通股2,000万股,于2017年7月10日在上海证券交易所上市。 (92, 281, 151, 292)
table-row (569, 267, 694, 277)
table-cell: 第七十五条 除累积投票制外,股东大会将对所有提案进行逐项表决,对同一事项有不同提案的,将按提案提出的时间顺序进行表决。 (570, 165, 630, 175)
table-row (704, 161, 829, 210)
table-cell: 第六十八条 下列事项由股东会以特别决议通过: (一)公司增加或者减少注册资本; (二)公司的分立、分拆、合并、解散和清算或变更公司形式; (三)本章程的修改; (四)公司在一年内购买、出售重大资产或者担保金额超过公司最近一期经审计总资产30%的; (五)股权激励计划; (六)法律、行政法规或本章程规定的,以及股东会以普通决议认定会对公司产生重大影响的、需要以特别决议通过的其他事项。 (498, 275, 557, 312)
table-row (28, 319, 153, 332)
table-row (163, 112, 288, 128)
table-cell: 第八条 公司全部资产分为等额股份,股东以其认购的股份为限对公司承担责任,公司以其全部资产对公司的债务承担责任。 (29, 320, 89, 331)
table-cell: 第十六条 公司股份总数为8,000万股,公司的股本结构为:普通股8,000万股,其他种类股0股。 (29, 381, 89, 389)
table-cell: 第六十一条 股东大会由董事长主持。董事长不能履行职务或不履行职务时,由副董事长主持;副董事长不能履行职务或者不履行职务时,由半数以上董事共同推举的一名董事主持。 (435, 152, 495, 166)
table-row (163, 448, 288, 461)
table-cell: 第五十四条 股东出席股东大会,应当持有股票账户卡、身份证或其他能够表明其身份的有效证件或证明。代理人还应当提交股东授权委托书和合法身份证件。 (300, 337, 359, 350)
table-cell: 第四十八条 召集人将在年度股东会召开20日前以公告方式通知各股东,临时股东会将于会议召开15日前以公告方式通知各股东。 (362, 256, 422, 266)
table-cell: 第六十六条 股东会决议分为普通决议和特别决议。股东会作出普通决议,应当由出席股东会的股东(包括股东代理人)所持表决权的过半数通过。 (498, 233, 557, 243)
table-cell: 第九十一条 董事辞职生效或者任期届满,应向董事会办妥所有移交手续,其对公司和股东承担的忠实义务,在任期结束后并不当然解除。 (706, 237, 765, 248)
table-cell: 第五十六条 股东出具的委托他人出席股东大会的授权委托书应当载明下列内容: (一)代理人的姓名; (二)是否具有表决权; (三)分别对列入股东大会议程的每一审议事项投赞成、反对或弃权票的指示; (四)委托书签发日期和有效期限; (五)委托人签名(或盖章)。 (300, 353, 359, 380)
table-row (569, 209, 694, 222)
table-cell: 第七十四条 股东大会就选举董事、监事进行表决时,根据本章程的规定或者股东大会的决议,可以实行累积投票制。 (570, 152, 630, 162)
table-row (298, 148, 423, 167)
table-row (28, 358, 153, 371)
table-cell: 第九十二条 未经本章程规定或者董事会的合法授权,任何董事不得以个人名义代表公司或者董事会行事。 (706, 250, 765, 258)
article-paragraph: 根据《公司法》《证券法》及《上市公司独立董事管理办法》《上市公司章程指引》《上海证券交易所股票上市规则》等法律法规、规范性文件的规定,结合公司实际情况,公司拟对《公司章程》中的相关条款进行修订,并对取消监事会相关条款进行修订。同时,根据《公司章程》修订情况,公司对部分治理制度进行了相应的修订、制定,具体情况如下: (27, 197, 154, 212)
table-row (298, 219, 423, 232)
table-row (433, 274, 558, 313)
table-cell: 第十六条 公司已发行的股份数为8,000万股,均为人民币普通股。 (92, 381, 151, 389)
